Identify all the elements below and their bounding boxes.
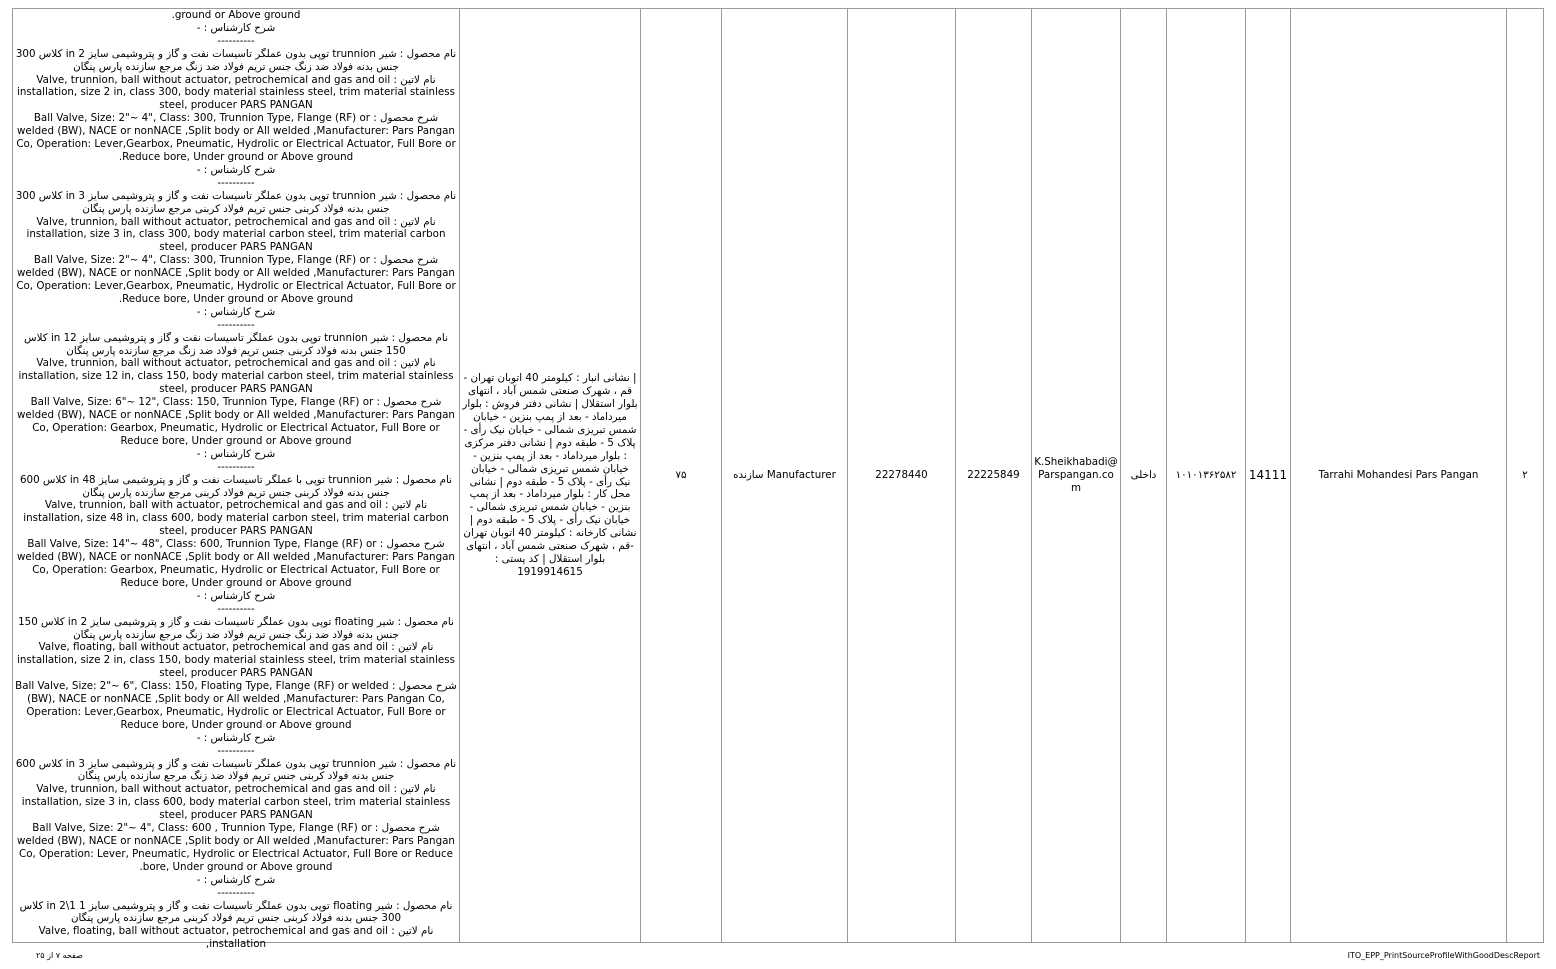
product-description-cell	[13, 9, 460, 951]
score-value: ۷۵	[675, 469, 687, 482]
description-line: نام لاتین : Valve, trunnion, ball without actuator, petrochemical and gas and oil installation, size 3 in, class 600, body material carbon steel, trim material stainless steel, producer PARS PANGAN	[21, 783, 451, 822]
origin-cell	[1121, 9, 1167, 943]
description-line: نام محصول : شیر floating توپی بدون عملگر تاسیسات نفت و گاز و پتروشیمی سایز 1 1\2 in کلاس 300 جنس بدنه فولاد کربنی جنس تریم فولاد کربنی مرجع سازنده پارس پنگان	[19, 899, 453, 925]
description-line: شرح کارشناس : -	[196, 731, 276, 744]
description-line: شرح محصول : Ball Valve, Size: 6"~ 12", Class: 150, Trunnion Type, Flange (RF) or welded (BW), NACE or nonNACE ,Split body or All welded ,Manufacturer: Pars Pangan Co, Operation: Gearbox, Pneumatic, Hydrolic or Electrical Actuator, Full Bore or Reduce bore, Under ground or Above ground	[17, 396, 455, 447]
company-name-value: Tarrahi Mohandesi Pars Pangan	[1318, 469, 1479, 482]
email-value: K.Sheikhabadi@Parspangan.com	[1034, 456, 1118, 494]
national-id-cell	[1167, 9, 1246, 943]
description-line: شرح کارشناس : -	[196, 21, 276, 34]
description-line: نام لاتین : Valve, trunnion, ball without actuator, petrochemical and gas and oil installation, size 3 in, class 300, body material carbon steel, trim material carbon steel, producer PARS PANGAN	[26, 215, 446, 254]
table-row	[13, 9, 1544, 943]
description-line: نام محصول : شیر trunnion توپی با عملگر تاسیسات نفت و گاز و پتروشیمی سایز 48 in کلاس 600 جنس بدنه فولاد کربنی جنس تریم فولاد کربنی مرجع سازنده پارس پنگان	[19, 473, 453, 499]
description-line: شرح محصول : Ball Valve, Size: 2"~ 6", Class: 150, Floating Type, Flange (RF) or welded (BW), NACE or nonNACE ,Split body or All welded ,Manufacturer: Pars Pangan Co, Operation: Lever,Gearbox, Pneumatic, Hydrolic or Electrical Actuator, Full Bore or Reduce bore, Under ground or Above ground	[15, 680, 457, 731]
description-line: شرح کارشناس : -	[196, 873, 276, 886]
description-line: شرح کارشناس : -	[196, 163, 276, 176]
score-cell	[641, 9, 722, 943]
description-line: ----------	[217, 318, 255, 331]
email-cell	[1032, 9, 1121, 943]
phone-cell	[956, 9, 1032, 943]
description-line: نام لاتین : Valve, trunnion, ball without actuator, petrochemical and gas and oil installation, size 2 in, class 300, body material stainless steel, trim material stainless steel, producer PARS PANGAN	[17, 73, 455, 112]
supplier-type-cell	[722, 9, 848, 943]
description-line: نام محصول : شیر floating توپی بدون عملگر تاسیسات نفت و گاز و پتروشیمی سایز 2 in کلاس 150 جنس بدنه فولاد ضد زنگ جنس تریم فولاد ضد زنگ مرجع سازنده پارس پنگان	[18, 615, 454, 641]
row-number-value: ٢	[1522, 469, 1528, 482]
national-id-value: ۱۰۱۰۱۳۶۲۵۸۲	[1175, 469, 1237, 482]
description-line: نام لاتین : Valve, floating, ball without actuator, petrochemical and gas and oil installation, size 2 in, class 150, body material stainless steel, trim material stainless steel, producer PARS PANGAN	[17, 641, 455, 680]
description-line: ----------	[217, 602, 255, 615]
origin-value: داخلی	[1130, 469, 1157, 482]
description-line: نام لاتین : Valve, trunnion, ball with actuator, petrochemical and gas and oil installation, size 48 in, class 600, body material carbon steel, trim material carbon steel, producer PARS PANGAN	[23, 499, 449, 538]
description-line: ----------	[217, 176, 255, 189]
page-number: صفحه ۷ از ۲۵	[36, 951, 83, 960]
description-line: ----------	[217, 744, 255, 757]
description-line: نام لاتین : Valve, trunnion, ball without actuator, petrochemical and gas and oil installation, size 12 in, class 150, body material carbon steel, trim material stainless steel, producer PARS PANGAN	[18, 357, 454, 396]
description-line: ----------	[217, 34, 255, 47]
address-text: | نشانی انبار : کیلومتر 40 اتوبان تهران - قم ، شهرک صنعتی شمس آباد ، انتهای بلوار استقلال | نشانی دفتر فروش : بلوار میرداماد - بعد از پمپ بنزین - خیابان شمس تبریزی شمالی - خیابان نیک رأی - پلاک 5 - طبقه دوم | نشانی دفتر مرکزی : بلوار میرداماد - بعد از پمپ بنزین - خیابان شمس تبریزی شمالی - خیابان نیک رأی - پلاک 5 - طبقه دوم | نشانی محل کار : بلوار میرداماد - بعد از پمپ بنزین - خیابان شمس تبریزی شمالی - خیابان نیک رأی - پلاک 5 - طبقه دوم | نشانی کارخانه : کیلومتر 40 اتوبان تهران -قم ، شهرک صنعتی شمس آباد ، انتهای بلوار استقلال | کد پستی : 1919914615	[462, 372, 638, 578]
description-line: شرح کارشناس : -	[196, 305, 276, 318]
registration-code-cell	[1246, 9, 1291, 943]
description-line: نام محصول : شیر trunnion توپی بدون عملگر تاسیسات نفت و گاز و پتروشیمی سایز 3 in کلاس 600 جنس بدنه فولاد کربنی جنس تریم فولاد ضد زنگ مرجع سازنده پارس پنگان	[15, 757, 457, 783]
description-line: شرح محصول : Ball Valve, Size: 14"~ 48", Class: 600, Trunnion Type, Flange (RF) or welded (BW), NACE or nonNACE ,Split body or All welded ,Manufacturer: Pars Pangan Co, Operation: Gearbox, Pneumatic, Hydrolic or Electrical Actuator, Full Bore or Reduce bore, Under ground or Above ground	[17, 538, 455, 589]
product-description-list	[13, 9, 459, 951]
report-name: ITO_EPP_PrintSourceProfileWithGoodDescReport	[1347, 951, 1540, 960]
fax-cell	[848, 9, 956, 943]
row-number-cell	[1507, 9, 1544, 943]
fax-value: 22278440	[875, 469, 928, 482]
description-line: نام محصول : شیر trunnion توپی بدون عملگر تاسیسات نفت و گاز و پتروشیمی سایز 12 in کلاس 150 جنس بدنه فولاد کربنی جنس تریم فولاد ضد زنگ مرجع سازنده پارس پنگان	[24, 331, 448, 357]
registration-code-value: 14111	[1248, 467, 1288, 482]
supplier-report-table	[12, 8, 1544, 951]
description-line: شرح محصول : Ball Valve, Size: 2"~ 4", Class: 300, Trunnion Type, Flange (RF) or welded (BW), NACE or nonNACE ,Split body or All welded ,Manufacturer: Pars Pangan Co, Operation: Lever,Gearbox, Pneumatic, Hydrolic or Electrical Actuator, Full Bore or Reduce bore, Under ground or Above ground.	[16, 254, 456, 305]
description-line: نام محصول : شیر trunnion توپی بدون عملگر تاسیسات نفت و گاز و پتروشیمی سایز 3 in کلاس 300 جنس بدنه فولاد کربنی جنس تریم فولاد کربنی مرجع سازنده پارس پنگان	[15, 189, 457, 215]
description-line: شرح کارشناس : -	[196, 589, 276, 602]
description-line: شرح محصول : Ball Valve, Size: 2"~ 4", Class: 600 , Trunnion Type, Flange (RF) or welded (BW), NACE or nonNACE ,Split body or All welded ,Manufacturer: Pars Pangan Co, Operation: Lever, Pneumatic, Hydrolic or Electrical Actuator, Full Bore or Reduce bore, Under ground or Above ground.	[17, 822, 455, 873]
phone-value: 22225849	[967, 469, 1020, 482]
supplier-type-value: سازنده Manufacturer	[733, 469, 836, 482]
company-name-cell	[1291, 9, 1507, 943]
description-line: نام لاتین : Valve, floating, ball without actuator, petrochemical and gas and oil installation,	[38, 925, 434, 951]
description-line: نام محصول : شیر trunnion توپی بدون عملگر تاسیسات نفت و گاز و پتروشیمی سایز 2 in کلاس 300 جنس بدنه فولاد ضد زنگ جنس تریم فولاد ضد زنگ مرجع سازنده پارس پنگان	[15, 47, 457, 73]
address-cell	[460, 9, 641, 943]
description-line: ----------	[217, 460, 255, 473]
description-line: .ground or Above ground	[171, 9, 301, 21]
description-line: ----------	[217, 886, 255, 899]
description-line: شرح محصول : Ball Valve, Size: 2"~ 4", Class: 300, Trunnion Type, Flange (RF) or welded (BW), NACE or nonNACE ,Split body or All welded ,Manufacturer: Pars Pangan Co, Operation: Lever,Gearbox, Pneumatic, Hydrolic or Electrical Actuator, Full Bore or Reduce bore, Under ground or Above ground.	[16, 112, 456, 163]
description-line: شرح کارشناس : -	[196, 447, 276, 460]
